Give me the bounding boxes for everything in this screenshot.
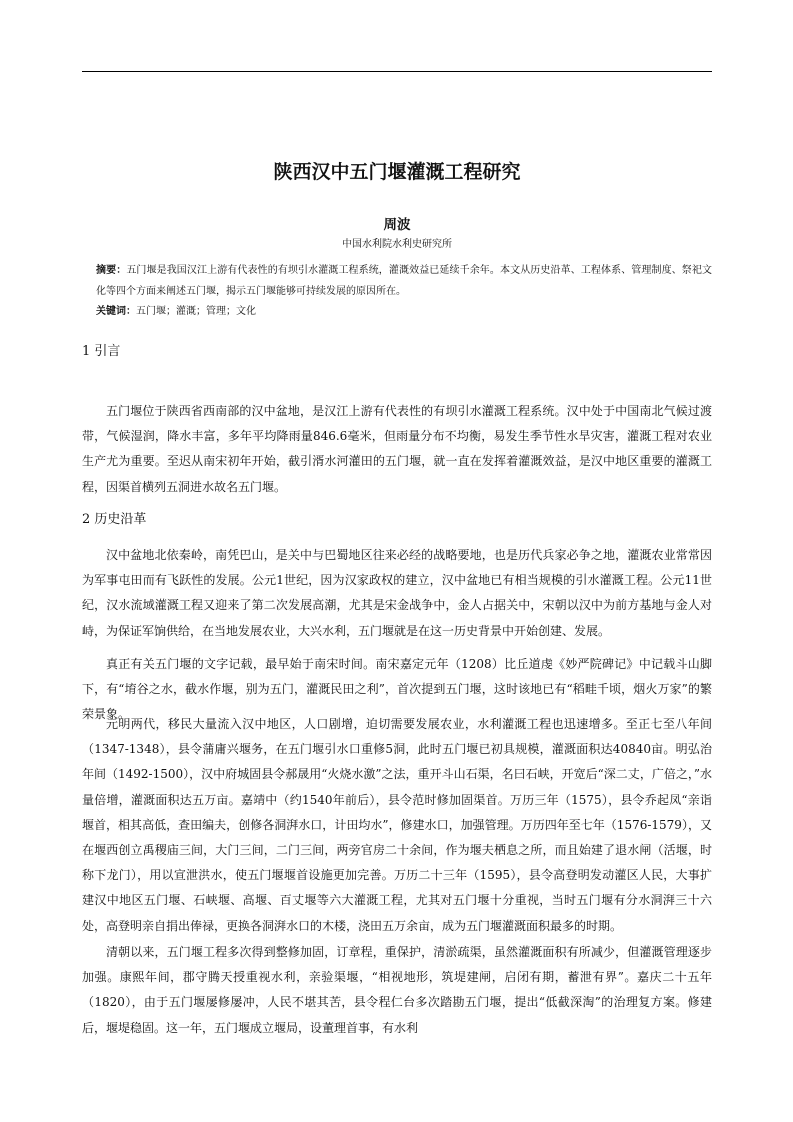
author-affiliation: 中国水利院水利史研究所 bbox=[342, 239, 452, 250]
header-rule bbox=[82, 71, 712, 72]
keywords-label: 关键词： bbox=[96, 306, 136, 317]
history-paragraph-4: 清朝以来，五门堰工程多次得到整修加固，订章程，重保护，清淤疏渠，虽然灌溉面积有所减少，但灌溉管理逐步加强。康熙年间，郡守腾天授重视水利，亲验渠堰，“相视地形，筑堤建闸，启闭有期，蓄泄有界”。嘉庆二十五年（1820），由于五门堰屡修屡冲，人民不堪其苦，县令程仁台多次踏勘五门堰，提出“低截深淘”的治理复方案。修建后，堰堤稳固。这一年，五门堰成立堰局，设董理首事，有水利 bbox=[82, 945, 712, 1035]
keywords-text: 五门堰；灌溉；管理；文化 bbox=[136, 306, 256, 317]
paper-title: 陕西汉中五门堰灌溉工程研究 bbox=[273, 161, 521, 183]
abstract-text: 五门堰是我国汉江上游有代表性的有坝引水灌溉工程系统，灌溉效益已延续千余年。本文从历史沿革、工程体系、管理制度、祭祀文化等四个方面来阐述五门堰，揭示五门堰能够可持续发展的原因所在。 bbox=[96, 265, 713, 297]
section-heading-introduction: 1 引言 bbox=[82, 344, 121, 359]
history-paragraph-3: 元明两代，移民大量流入汉中地区，人口剧增，迫切需要发展农业，水利灌溉工程也迅速增多。至正七至八年间（1347-1348），县令蒲庸兴堰务，在五门堰引水口重修5洞，此时五门堰已初具规模，灌溉面积达40840亩。明弘治年间（1492-1500），汉中府城固县令郝晟用“火烧水激”之法，重开斗山石渠，名曰石峡，开宽后“深二丈，广倍之，”水量倍增，灌溉面积达五万亩。嘉靖中（约1540年前后），县令范时修加固渠首。万历三年（1575），县令乔起凤“亲诣堰首，相其高低，查田编夫，创修各洞湃水口，计田均水”，修建水口，加强管理。万历四年至七年（1576-1579），又在堰西创立禹稷庙三间，大门三间，二门三间，两旁官房二十余间，作为堰夫栖息之所，而且始建了退水闸（活堰，时称下龙门），用以宣泄洪水，使五门堰堰首设施更加完善。万历二十三年（1595），县令高登明发动灌区人民，大事扩建汉中地区五门堰、石峡堰、高堰、百丈堰等六大灌溉工程，尤其对五门堰十分重视，当时五门堰有分水洞湃三十六处，高登明亲自捐出俸禄，更换各洞湃水口的木楼，浇田五万余亩，成为五门堰灌溉面积最多的时期。 bbox=[82, 717, 712, 933]
history-paragraph-1: 汉中盆地北依秦岭，南凭巴山，是关中与巴蜀地区往来必经的战略要地，也是历代兵家必争之地，灌溉农业常常因为军事屯田而有飞跃性的发展。公元1世纪，因为汉家政权的建立，汉中盆地已有相当规模的引水灌溉工程。公元11世纪，汉水流域灌溉工程又迎来了第二次发展高潮，尤其是宋金战争中，金人占据关中，宋朝以汉中为前方基地与金人对峙，为保证军饷供给，在当地发展农业，大兴水利，五门堰就是在这一历史背景中开始创建、发展。 bbox=[82, 548, 712, 638]
intro-paragraph: 五门堰位于陕西省西南部的汉中盆地，是汉江上游有代表性的有坝引水灌溉工程系统。汉中处于中国南北气候过渡带，气候湿润，降水丰富，多年平均降雨量846.6毫米，但雨量分布不均衡，易发生季节性水旱灾害，灌溉工程对农业生产尤为重要。至迟从南宋初年开始，截引湑水河灌田的五门堰，就一直在发挥着灌溉效益，是汉中地区重要的灌溉工程，因渠首横列五洞进水故名五门堰。 bbox=[82, 404, 712, 494]
section-heading-history: 2 历史沿革 bbox=[82, 512, 147, 527]
abstract bbox=[96, 260, 712, 302]
author-name: 周波 bbox=[383, 217, 411, 233]
history-paragraph-2: 真正有关五门堰的文字记载，最早始于南宋时间。南宋嘉定元年（1208）比丘道虔《妙严院碑记》中记载斗山脚下，有“堉谷之水，截水作堰，别为五门，灌溉民田之利”，首次提到五门堰，这时该地已有“稻畦千顷，烟火万家”的繁荣景象。 bbox=[82, 657, 712, 722]
abstract-label: 摘要： bbox=[96, 265, 127, 276]
keywords bbox=[96, 301, 712, 322]
